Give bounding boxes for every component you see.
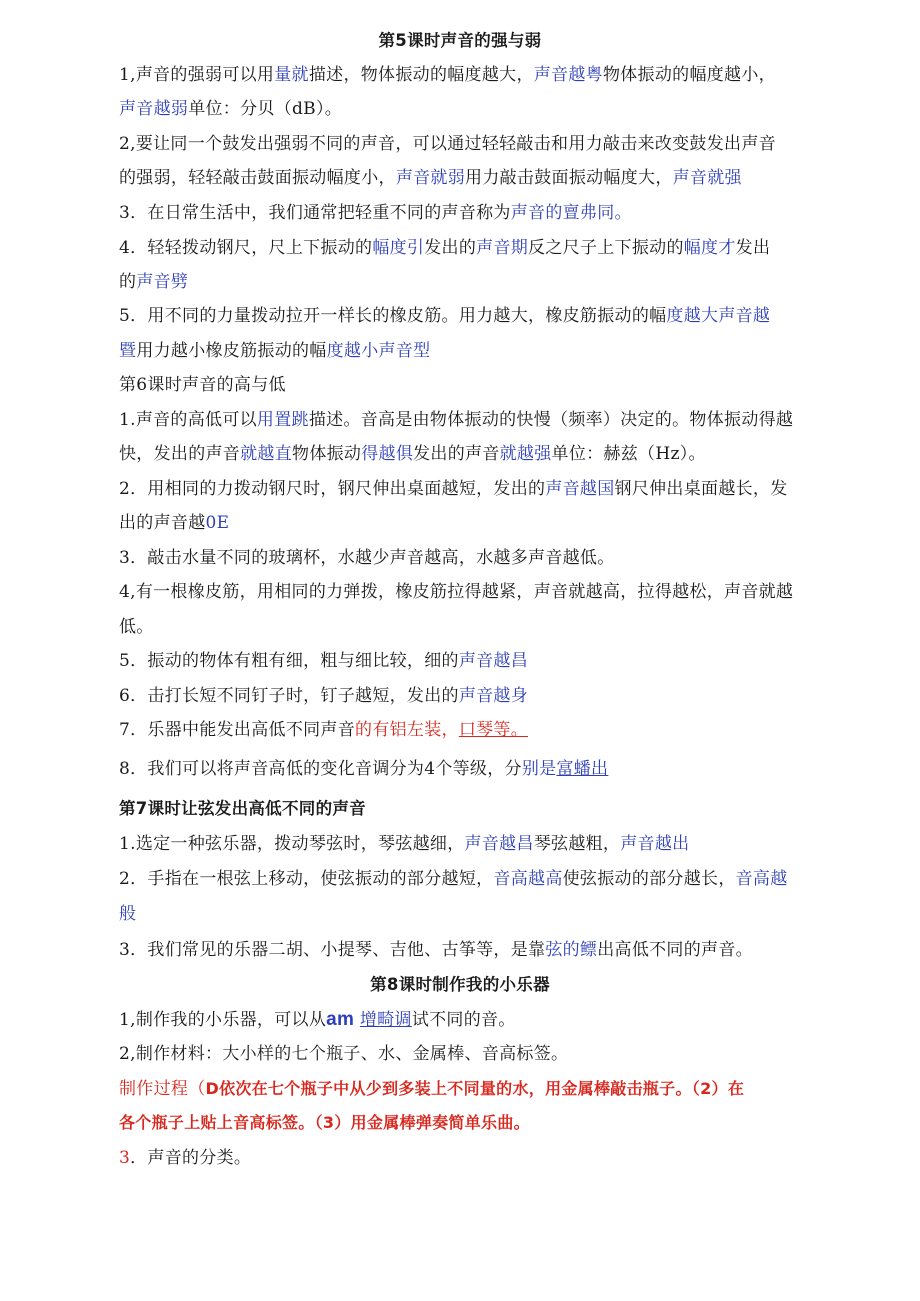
s6-item-8: 8．我们可以将声音高低的变化音调分为4个等级，分别是富蟠出 xyxy=(119,759,609,779)
s7-item-1: 1.选定一种弦乐器，拨动琴弦时，琴弦越细，声音越昌琴弦越粗，声音越出 xyxy=(119,834,690,854)
s5-item-5-line-2: 暨用力越小橡皮筋振动的幅度越小声音型 xyxy=(119,341,431,361)
s6-item-2-line-1: 2．用相同的力拨动钢尺时，钢尺伸出桌面越短，发出的声音越国钢尺伸出桌面越长，发 xyxy=(119,479,788,499)
s8-item-3-line-1: 制作过程（D依次在七个瓶子中从少到多装上不同量的水，用金属棒敲击瓶子。（2）在 xyxy=(119,1079,745,1099)
s6-item-7: 7．乐器中能发出高低不同声音的有铝左装，口琴等。 xyxy=(119,720,529,740)
s6-item-4-line-1: 4,有一根橡皮筋，用相同的力弹拨，橡皮筋拉得越紧，声音就越高，拉得越松，声音就越 xyxy=(119,582,794,602)
s8-item-1: 1,制作我的小乐器，可以从am 增畸调试不同的音。 xyxy=(119,1009,516,1030)
section-7-title: 第7课时让弦发出高低不同的声音 xyxy=(119,799,366,818)
s5-item-1-line-1: 1,声音的强弱可以用量就描述，物体振动的幅度越大，声音越粤物体振动的幅度越小， xyxy=(119,65,776,85)
s5-item-2-line-2: 的强弱，轻轻敲击鼓面振动幅度小，声音就弱用力敲击鼓面振动幅度大，声音就强 xyxy=(119,168,742,188)
s6-item-6: 6．击打长短不同钉子时，钉子越短，发出的声音越身 xyxy=(119,686,529,706)
s5-item-1-line-2: 声音越弱单位：分贝（dB）。 xyxy=(119,99,343,119)
s7-item-2-line-1: 2．手指在一根弦上移动，使弦振动的部分越短，音高越高使弦振动的部分越长，音高越 xyxy=(119,869,788,889)
s7-item-3: 3．我们常见的乐器二胡、小提琴、吉他、古筝等，是靠弦的鳔出高低不同的声音。 xyxy=(119,940,753,960)
s6-item-3: 3．敲击水量不同的玻璃杯，水越少声音越高，水越多声音越低。 xyxy=(119,548,615,568)
s5-item-5-line-1: 5．用不同的力量拨动拉开一样长的橡皮筋。用力越大，橡皮筋振动的幅度越大声音越 xyxy=(119,306,771,326)
s6-item-5: 5．振动的物体有粗有细，粗与细比较，细的声音越昌 xyxy=(119,651,529,671)
s8-item-3-line-2: 各个瓶子上贴上音高标签。（3）用金属棒弹奏简单乐曲。 xyxy=(119,1113,530,1132)
s7-item-2-line-2: 般 xyxy=(119,904,137,924)
s5-item-4-line-1: 4．轻轻拨动钢尺，尺上下振动的幅度引发出的声音期反之尺子上下振动的幅度才发出 xyxy=(119,238,771,258)
s6-item-1-line-1: 1.声音的高低可以用置跳描述。音高是由物体振动的快慢（频率）决定的。物体振动得越 xyxy=(119,410,794,430)
s5-item-2-line-1: 2,要让同一个鼓发出强弱不同的声音，可以通过轻轻敲击和用力敲击来改变鼓发出声音 xyxy=(119,134,776,154)
s5-item-4-line-2: 的声音劈 xyxy=(119,272,189,292)
section-6-title: 第6课时声音的高与低 xyxy=(119,375,286,395)
s6-item-2-line-2: 出的声音越0E xyxy=(119,513,230,533)
s6-item-4-line-2: 低。 xyxy=(119,617,154,637)
s5-item-3: 3．在日常生活中，我们通常把轻重不同的声音称为声音的亶弗同。 xyxy=(119,203,632,223)
s6-item-1-line-2: 快，发出的声音就越直物体振动得越俱发出的声音就越强单位：赫兹（Hz）。 xyxy=(119,444,706,464)
s8-item-4: 3．声音的分类。 xyxy=(119,1148,252,1168)
section-5-title: 第5课时声音的强与弱 xyxy=(378,31,542,50)
s8-item-2: 2,制作材料：大小样的七个瓶子、水、金属棒、音高标签。 xyxy=(119,1044,569,1064)
section-8-title: 第8课时制作我的小乐器 xyxy=(370,975,550,994)
